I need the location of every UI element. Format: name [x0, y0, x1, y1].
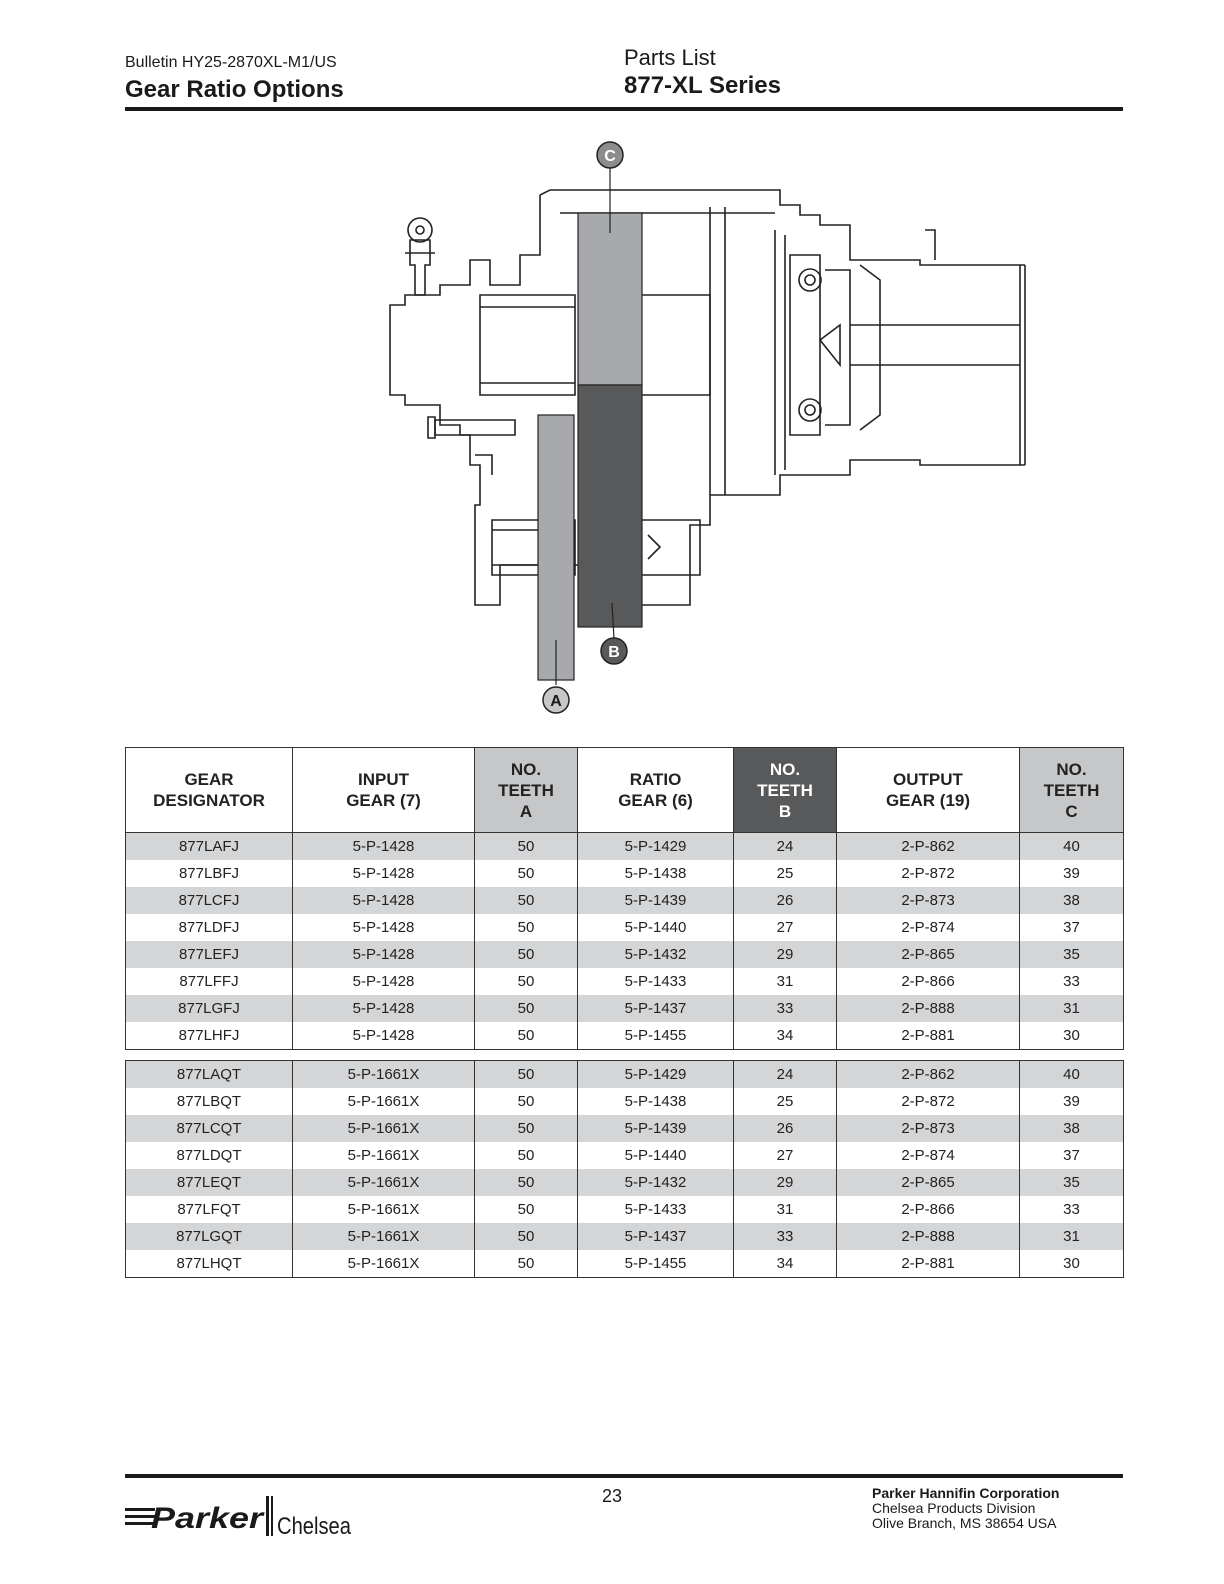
callout-b-label: B [608, 644, 620, 661]
company-info [872, 1486, 1059, 1531]
table-header-row [126, 748, 1124, 833]
cell-teeth-a: 50 [475, 1142, 578, 1169]
cell-teeth-c: 35 [1020, 941, 1124, 968]
cell-input-gear: 5-P-1428 [293, 968, 475, 995]
table-row [126, 1250, 1124, 1278]
callout-a-label: A [550, 693, 562, 710]
cell-teeth-c: 39 [1020, 860, 1124, 887]
cell-input-gear: 5-P-1661X [293, 1088, 475, 1115]
header-teeth-c: NO. TEETH C [1020, 748, 1124, 833]
cell-teeth-b: 27 [734, 1142, 837, 1169]
cell-teeth-a: 50 [475, 1250, 578, 1278]
cell-output-gear: 2-P-873 [837, 1115, 1020, 1142]
cell-ratio-gear: 5-P-1439 [578, 1115, 734, 1142]
cell-gear-designator: 877LEQT [126, 1169, 293, 1196]
cell-teeth-b: 33 [734, 995, 837, 1022]
cell-teeth-b: 31 [734, 1196, 837, 1223]
cell-ratio-gear: 5-P-1455 [578, 1250, 734, 1278]
cell-teeth-b: 29 [734, 941, 837, 968]
cell-output-gear: 2-P-862 [837, 833, 1020, 861]
cell-ratio-gear: 5-P-1437 [578, 1223, 734, 1250]
cell-input-gear: 5-P-1661X [293, 1196, 475, 1223]
table-row [126, 1088, 1124, 1115]
series-title: 877-XL Series [624, 72, 781, 99]
cell-output-gear: 2-P-872 [837, 860, 1020, 887]
cell-gear-designator: 877LDFJ [126, 914, 293, 941]
cell-teeth-a: 50 [475, 914, 578, 941]
table-row [126, 1196, 1124, 1223]
table-row [126, 887, 1124, 914]
logo-parker-text: Parker [151, 1502, 266, 1535]
cell-teeth-c: 38 [1020, 887, 1124, 914]
company-name: Parker Hannifin Corporation [872, 1485, 1060, 1501]
cell-teeth-b: 31 [734, 968, 837, 995]
cell-teeth-c: 31 [1020, 1223, 1124, 1250]
header-ratio-gear: RATIO GEAR (6) [578, 748, 734, 833]
cell-input-gear: 5-P-1428 [293, 833, 475, 861]
cell-gear-designator: 877LDQT [126, 1142, 293, 1169]
cell-teeth-a: 50 [475, 1115, 578, 1142]
gear-b-ratio [578, 385, 642, 627]
company-division: Chelsea Products Division [872, 1500, 1036, 1516]
cell-teeth-c: 37 [1020, 914, 1124, 941]
cell-teeth-b: 33 [734, 1223, 837, 1250]
cell-ratio-gear: 5-P-1433 [578, 1196, 734, 1223]
header-teeth-a: NO. TEETH A [475, 748, 578, 833]
pto-cross-section-diagram [380, 135, 1040, 720]
cell-ratio-gear: 5-P-1437 [578, 995, 734, 1022]
table-body-fj [126, 833, 1124, 1050]
cell-output-gear: 2-P-865 [837, 941, 1020, 968]
cell-teeth-a: 50 [475, 995, 578, 1022]
cell-input-gear: 5-P-1661X [293, 1061, 475, 1089]
bulletin-number: Bulletin HY25-2870XL-M1/US [125, 54, 337, 71]
cell-teeth-b: 26 [734, 1115, 837, 1142]
header-right [624, 45, 781, 101]
cell-teeth-a: 50 [475, 1169, 578, 1196]
cell-teeth-a: 50 [475, 833, 578, 861]
cell-ratio-gear: 5-P-1440 [578, 914, 734, 941]
company-address: Olive Branch, MS 38654 USA [872, 1515, 1057, 1531]
cell-input-gear: 5-P-1428 [293, 914, 475, 941]
cell-gear-designator: 877LAQT [126, 1061, 293, 1089]
cell-output-gear: 2-P-888 [837, 995, 1020, 1022]
cell-teeth-c: 31 [1020, 995, 1124, 1022]
cell-gear-designator: 877LCQT [126, 1115, 293, 1142]
cell-input-gear: 5-P-1661X [293, 1142, 475, 1169]
table-row [126, 860, 1124, 887]
cell-teeth-c: 35 [1020, 1169, 1124, 1196]
table-row [126, 995, 1124, 1022]
callout-c-label: C [604, 148, 616, 165]
table-row [126, 1115, 1124, 1142]
cell-teeth-a: 50 [475, 1088, 578, 1115]
cell-teeth-b: 34 [734, 1022, 837, 1050]
cell-ratio-gear: 5-P-1433 [578, 968, 734, 995]
table-row [126, 968, 1124, 995]
cell-gear-designator: 877LFFJ [126, 968, 293, 995]
cell-teeth-b: 24 [734, 833, 837, 861]
cell-teeth-b: 25 [734, 1088, 837, 1115]
cell-input-gear: 5-P-1428 [293, 860, 475, 887]
header-left [125, 53, 344, 105]
cell-output-gear: 2-P-872 [837, 1088, 1020, 1115]
cell-ratio-gear: 5-P-1439 [578, 887, 734, 914]
table-row [126, 914, 1124, 941]
cell-gear-designator: 877LBFJ [126, 860, 293, 887]
footer-rule [125, 1474, 1123, 1478]
cell-input-gear: 5-P-1428 [293, 887, 475, 914]
cell-output-gear: 2-P-881 [837, 1250, 1020, 1278]
cell-teeth-c: 33 [1020, 1196, 1124, 1223]
cell-teeth-a: 50 [475, 860, 578, 887]
cell-gear-designator: 877LHQT [126, 1250, 293, 1278]
cell-input-gear: 5-P-1428 [293, 941, 475, 968]
cell-teeth-b: 24 [734, 1061, 837, 1089]
callout-a [543, 687, 569, 713]
cell-output-gear: 2-P-888 [837, 1223, 1020, 1250]
cell-input-gear: 5-P-1661X [293, 1169, 475, 1196]
cell-teeth-a: 50 [475, 887, 578, 914]
cell-input-gear: 5-P-1661X [293, 1223, 475, 1250]
header-input-gear: INPUT GEAR (7) [293, 748, 475, 833]
housing-outline [390, 190, 1025, 605]
table-row [126, 1169, 1124, 1196]
cell-teeth-c: 33 [1020, 968, 1124, 995]
cell-teeth-b: 34 [734, 1250, 837, 1278]
logo-chelsea-text: Chelsea [277, 1513, 352, 1540]
cell-teeth-c: 37 [1020, 1142, 1124, 1169]
parker-chelsea-logo [125, 1488, 365, 1548]
cell-teeth-c: 38 [1020, 1115, 1124, 1142]
cell-ratio-gear: 5-P-1432 [578, 941, 734, 968]
header-teeth-b: NO. TEETH B [734, 748, 837, 833]
cell-teeth-c: 40 [1020, 1061, 1124, 1089]
cell-output-gear: 2-P-862 [837, 1061, 1020, 1089]
cell-ratio-gear: 5-P-1438 [578, 860, 734, 887]
cell-ratio-gear: 5-P-1440 [578, 1142, 734, 1169]
cell-gear-designator: 877LHFJ [126, 1022, 293, 1050]
cell-output-gear: 2-P-881 [837, 1022, 1020, 1050]
cell-gear-designator: 877LAFJ [126, 833, 293, 861]
cell-output-gear: 2-P-873 [837, 887, 1020, 914]
cell-output-gear: 2-P-865 [837, 1169, 1020, 1196]
cell-output-gear: 2-P-874 [837, 1142, 1020, 1169]
cell-input-gear: 5-P-1428 [293, 995, 475, 1022]
cell-teeth-b: 26 [734, 887, 837, 914]
page-number: 23 [601, 1486, 623, 1506]
cell-teeth-a: 50 [475, 1223, 578, 1250]
table-row [126, 941, 1124, 968]
cell-input-gear: 5-P-1661X [293, 1115, 475, 1142]
cell-teeth-a: 50 [475, 941, 578, 968]
gear-ratio-table-qt [125, 1060, 1124, 1278]
cell-teeth-b: 25 [734, 860, 837, 887]
header-output-gear: OUTPUT GEAR (19) [837, 748, 1020, 833]
gear-c-output [578, 213, 642, 385]
cell-input-gear: 5-P-1428 [293, 1022, 475, 1050]
table-row [126, 833, 1124, 861]
cell-gear-designator: 877LEFJ [126, 941, 293, 968]
table-row [126, 1022, 1124, 1050]
cell-teeth-a: 50 [475, 968, 578, 995]
section-title: Gear Ratio Options [125, 76, 344, 103]
cell-teeth-c: 30 [1020, 1250, 1124, 1278]
cell-gear-designator: 877LBQT [126, 1088, 293, 1115]
cell-teeth-c: 40 [1020, 833, 1124, 861]
cell-ratio-gear: 5-P-1438 [578, 1088, 734, 1115]
cell-gear-designator: 877LGQT [126, 1223, 293, 1250]
cell-ratio-gear: 5-P-1429 [578, 1061, 734, 1089]
cell-gear-designator: 877LFQT [126, 1196, 293, 1223]
cell-input-gear: 5-P-1661X [293, 1250, 475, 1278]
cell-teeth-c: 39 [1020, 1088, 1124, 1115]
cell-teeth-a: 50 [475, 1061, 578, 1089]
table-row [126, 1223, 1124, 1250]
table-body-qt [126, 1061, 1124, 1278]
callout-c [597, 142, 623, 168]
cell-teeth-a: 50 [475, 1196, 578, 1223]
cell-teeth-c: 30 [1020, 1022, 1124, 1050]
table-row [126, 1142, 1124, 1169]
header-rule [125, 107, 1123, 111]
cell-ratio-gear: 5-P-1432 [578, 1169, 734, 1196]
callout-b [601, 638, 627, 664]
cell-output-gear: 2-P-874 [837, 914, 1020, 941]
cell-ratio-gear: 5-P-1455 [578, 1022, 734, 1050]
cell-gear-designator: 877LCFJ [126, 887, 293, 914]
gear-ratio-table-fj [125, 747, 1124, 1050]
cell-teeth-b: 27 [734, 914, 837, 941]
cell-output-gear: 2-P-866 [837, 968, 1020, 995]
doc-type: Parts List [624, 45, 716, 70]
cell-gear-designator: 877LGFJ [126, 995, 293, 1022]
cell-output-gear: 2-P-866 [837, 1196, 1020, 1223]
table-row [126, 1061, 1124, 1089]
cell-teeth-b: 29 [734, 1169, 837, 1196]
cell-teeth-a: 50 [475, 1022, 578, 1050]
cell-ratio-gear: 5-P-1429 [578, 833, 734, 861]
header-gear-designator: GEAR DESIGNATOR [126, 748, 293, 833]
